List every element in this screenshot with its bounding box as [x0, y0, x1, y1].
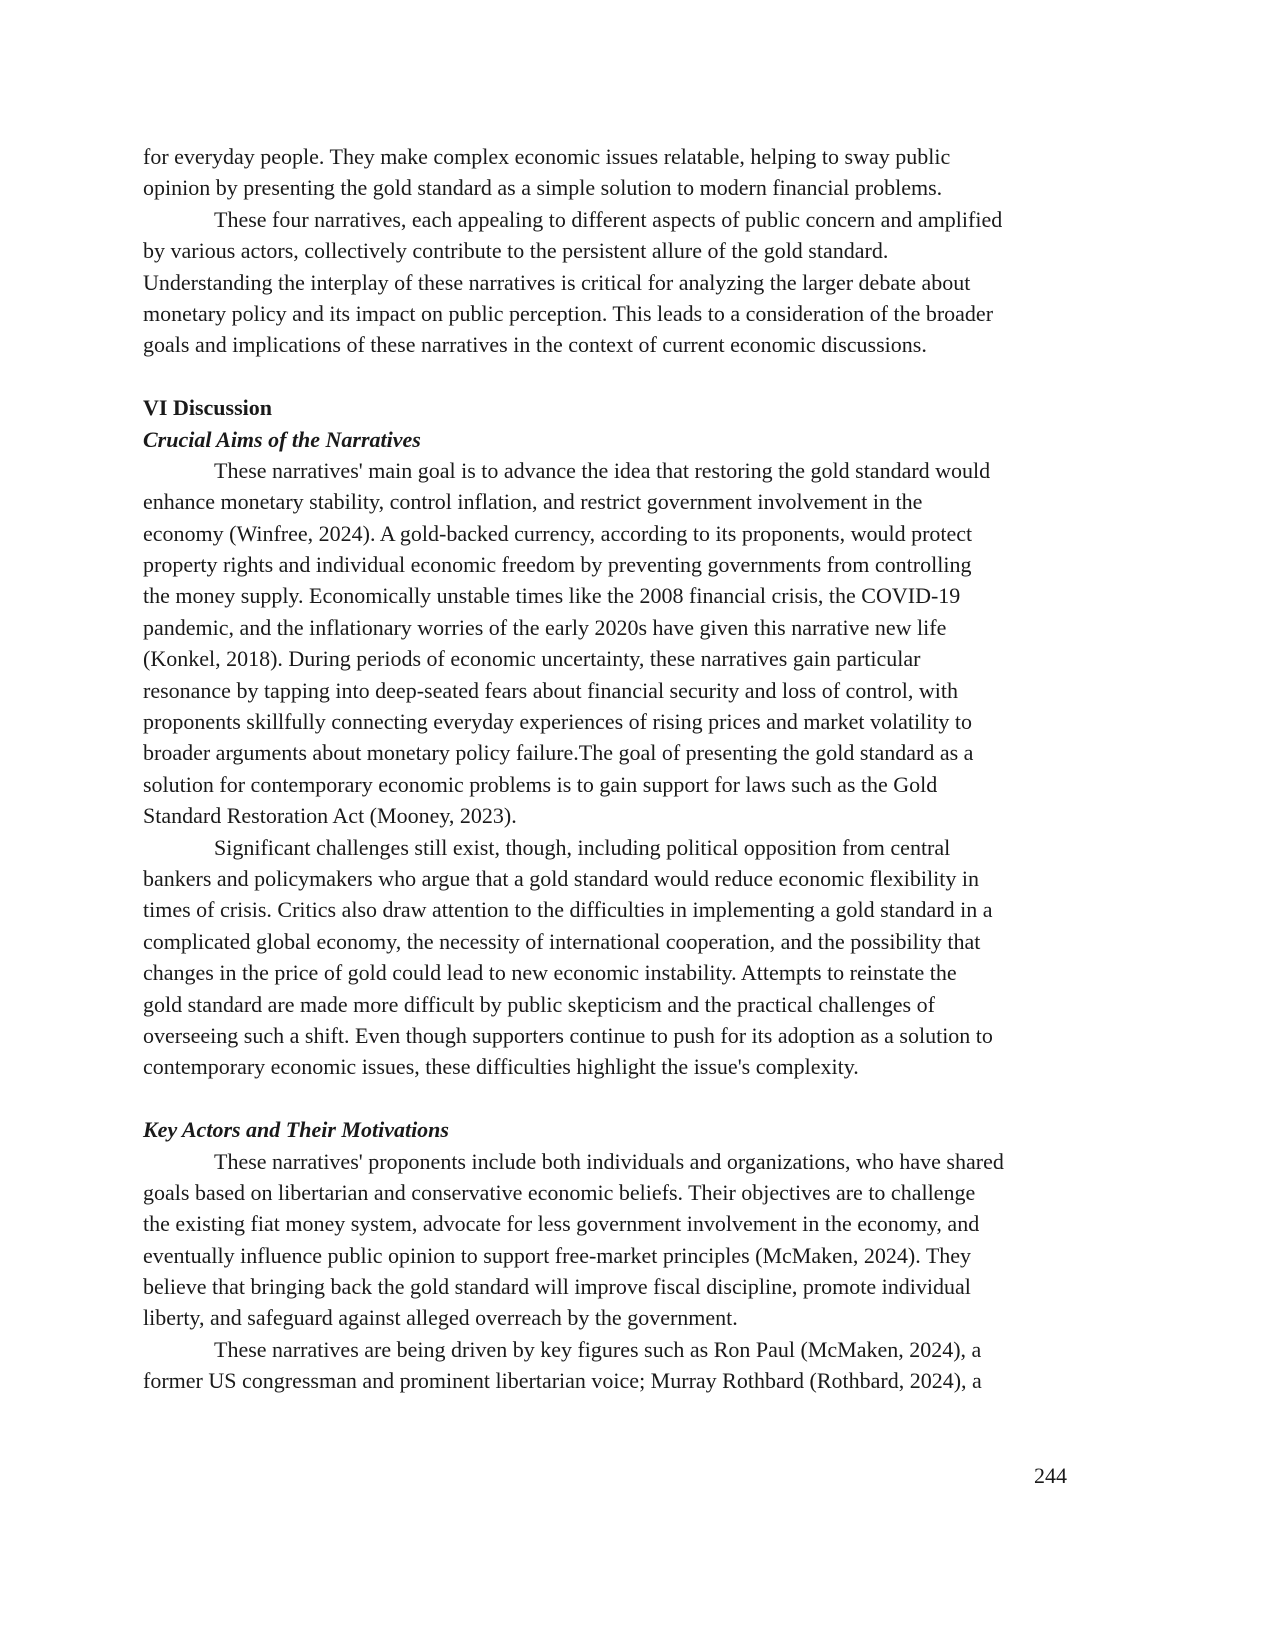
- text-line: Significant challenges still exist, though, including political opposition from central: [214, 834, 951, 860]
- text-line: Understanding the interplay of these narratives is critical for analyzing the larger debate about: [143, 269, 971, 295]
- text-line: These narratives' main goal is to advance the idea that restoring the gold standard would: [214, 457, 991, 483]
- text-line: (Konkel, 2018). During periods of economic uncertainty, these narratives gain particular: [143, 646, 921, 672]
- paragraph: [143, 141, 1083, 204]
- text-line: proponents skillfully connecting everyday experiences of rising prices and market volatility to: [143, 709, 973, 735]
- text-line: These narratives' proponents include both individuals and organizations, who have shared: [214, 1148, 1004, 1174]
- subsection-heading: Crucial Aims of the Narratives: [143, 426, 421, 452]
- text-line: broader arguments about monetary policy failure.The goal of presenting the gold standard as a: [143, 740, 974, 766]
- paragraph: [143, 204, 1083, 361]
- text-line: economy (Winfree, 2024). A gold-backed currency, according to its proponents, would protect: [143, 520, 973, 546]
- document-body: [143, 141, 1083, 1397]
- text-line: former US congressman and prominent libertarian voice; Murray Rothbard (Rothbard, 2024), a: [143, 1368, 982, 1394]
- text-line: goals based on libertarian and conservative economic beliefs. Their objectives are to challenge: [143, 1179, 976, 1205]
- text-line: changes in the price of gold could lead to new economic instability. Attempts to reinstate the: [143, 960, 957, 986]
- text-line: complicated global economy, the necessity of international cooperation, and the possibility that: [143, 928, 981, 954]
- text-line: times of crisis. Critics also draw attention to the difficulties in implementing a gold standard in a: [143, 897, 993, 923]
- subsection-heading: Key Actors and Their Motivations: [143, 1117, 449, 1143]
- text-line: monetary policy and its impact on public perception. This leads to a consideration of the broader: [143, 300, 994, 326]
- text-line: These four narratives, each appealing to different aspects of public concern and amplified: [214, 206, 1003, 232]
- blank-line: [143, 1083, 1083, 1114]
- text-line: bankers and policymakers who argue that a gold standard would reduce economic flexibility in: [143, 865, 979, 891]
- text-line: by various actors, collectively contribute to the persistent allure of the gold standard.: [143, 238, 889, 264]
- paragraph: [143, 1146, 1083, 1334]
- text-line: believe that bringing back the gold standard will improve fiscal discipline, promote individual: [143, 1274, 971, 1300]
- text-line: for everyday people. They make complex economic issues relatable, helping to sway public: [143, 144, 951, 169]
- paragraph: [143, 1334, 1083, 1397]
- text-line: the money supply. Economically unstable times like the 2008 financial crisis, the COVID-19: [143, 583, 961, 609]
- text-line: enhance monetary stability, control inflation, and restrict government involvement in the: [143, 489, 923, 515]
- text-line: overseeing such a shift. Even though supporters continue to push for its adoption as a solution to: [143, 1022, 993, 1048]
- text-line: gold standard are made more difficult by public skepticism and the practical challenges of: [143, 991, 935, 1017]
- paragraph: [143, 832, 1083, 1083]
- text-line: the existing fiat money system, advocate for less government involvement in the economy, and: [143, 1211, 980, 1237]
- section-heading: VI Discussion: [143, 395, 272, 421]
- blank-line: [143, 361, 1083, 392]
- text-line: These narratives are being driven by key figures such as Ron Paul (McMaken, 2024), a: [214, 1336, 982, 1362]
- text-line: contemporary economic issues, these difficulties highlight the issue's complexity.: [143, 1054, 859, 1080]
- page-number: 244: [1034, 1463, 1067, 1488]
- text-line: resonance by tapping into deep-seated fears about financial security and loss of control, with: [143, 677, 958, 703]
- text-line: opinion by presenting the gold standard as a simple solution to modern financial problems.: [143, 175, 943, 201]
- text-line: liberty, and safeguard against alleged overreach by the government.: [143, 1305, 738, 1331]
- paragraph: [143, 455, 1083, 832]
- text-line: goals and implications of these narratives in the context of current economic discussions.: [143, 332, 927, 358]
- text-line: solution for contemporary economic problems is to gain support for laws such as the Gold: [143, 771, 938, 797]
- text-line: Standard Restoration Act (Mooney, 2023).: [143, 803, 517, 829]
- text-line: property rights and individual economic freedom by preventing governments from controlling: [143, 552, 972, 578]
- text-line: eventually influence public opinion to support free-market principles (McMaken, 2024). They: [143, 1242, 972, 1268]
- text-line: pandemic, and the inflationary worries of the early 2020s have given this narrative new life: [143, 614, 947, 640]
